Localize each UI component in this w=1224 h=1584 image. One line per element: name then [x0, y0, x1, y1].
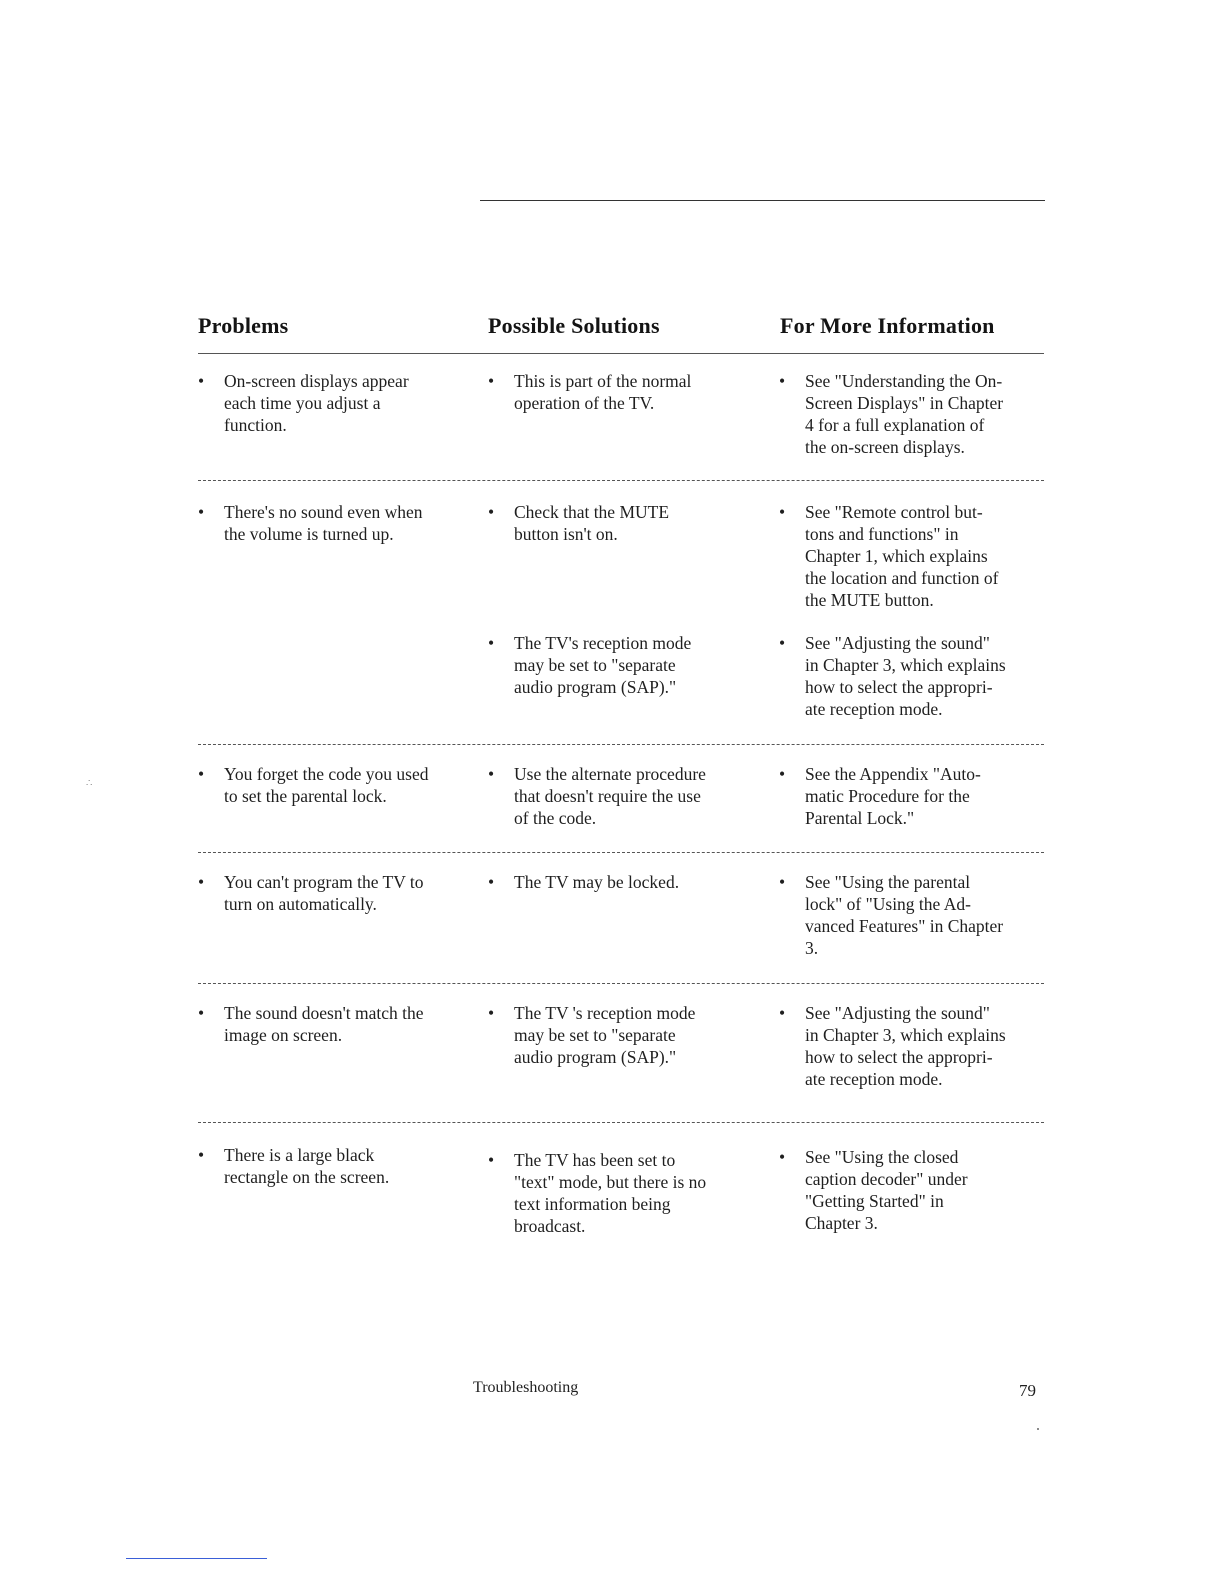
bullet: • [488, 502, 495, 522]
bullet: • [488, 633, 495, 653]
header-problems: Problems [198, 313, 289, 338]
bullet: • [488, 371, 495, 391]
problem-cell [198, 501, 448, 545]
info-text: See "Understanding the On- Screen Displays" in Chapter 4 for a full explanation of the on-screen displays. [805, 371, 1004, 457]
bullet: • [779, 371, 786, 391]
info-cell [779, 1002, 1029, 1090]
problem-text: There is a large black rectangle on the screen. [224, 1145, 390, 1187]
bullet: • [488, 872, 495, 892]
problem-text: There's no sound even when the volume is turned up. [224, 502, 423, 544]
bullet: • [198, 872, 205, 892]
info-text: See "Adjusting the sound" in Chapter 3, which explains how to select the appropri- ate reception mode. [805, 633, 1006, 719]
scan-speck [1037, 1428, 1039, 1430]
blue-underline [126, 1558, 267, 1559]
solution-cell [488, 1149, 738, 1237]
margin-mark: ∴ [86, 778, 93, 789]
bullet: • [198, 764, 205, 784]
header-possible-solutions: Possible Solutions [488, 313, 660, 338]
header-for-more-information: For More Information [780, 313, 995, 338]
bullet: • [488, 1003, 495, 1023]
solution-text: The TV 's reception mode may be set to "separate audio program (SAP)." [514, 1003, 696, 1067]
bullet: • [488, 1150, 495, 1170]
bullet: • [779, 764, 786, 784]
info-cell [779, 871, 1029, 959]
info-text: See "Using the parental lock" of "Using the Ad- vanced Features" in Chapter 3. [805, 872, 1004, 958]
row-divider [198, 744, 1044, 745]
row-divider [198, 1122, 1044, 1123]
info-text: See "Adjusting the sound" in Chapter 3, which explains how to select the appropri- ate reception mode. [805, 1003, 1006, 1089]
bullet: • [779, 1147, 786, 1167]
bullet: • [779, 1003, 786, 1023]
solution-cell [488, 632, 738, 698]
bullet: • [779, 872, 786, 892]
info-cell [779, 370, 1029, 458]
solution-text: The TV has been set to "text" mode, but there is no text information being broadcast. [514, 1150, 707, 1236]
problem-text: The sound doesn't match the image on screen. [224, 1003, 424, 1045]
info-text: See "Remote control but- tons and functions" in Chapter 1, which explains the location and function of the MUTE button. [805, 502, 999, 610]
info-cell [779, 632, 1029, 720]
problem-text: On-screen displays appear each time you adjust a function. [224, 371, 409, 435]
row-divider [198, 852, 1044, 853]
solution-cell [488, 1002, 738, 1068]
bullet: • [779, 502, 786, 522]
bullet: • [198, 371, 205, 391]
info-text: See "Using the closed caption decoder" under "Getting Started" in Chapter 3. [805, 1147, 968, 1233]
solution-text: The TV's reception mode may be set to "separate audio program (SAP)." [514, 633, 692, 697]
problem-cell [198, 370, 448, 436]
problem-cell [198, 1002, 448, 1046]
solution-cell [488, 871, 738, 893]
info-cell [779, 763, 1029, 829]
info-cell [779, 501, 1029, 611]
solution-text: Use the alternate procedure that doesn't require the use of the code. [514, 764, 706, 828]
bullet: • [488, 764, 495, 784]
bullet: • [198, 1003, 205, 1023]
info-text: See the Appendix "Auto- matic Procedure for the Parental Lock." [805, 764, 981, 828]
bullet: • [198, 502, 205, 522]
row-divider [198, 480, 1044, 481]
header-divider [198, 353, 1044, 354]
problem-cell [198, 763, 448, 807]
solution-cell [488, 763, 738, 829]
row-divider [198, 983, 1044, 984]
top-rule [480, 200, 1045, 201]
footer-section-title: Troubleshooting [473, 1379, 579, 1396]
bullet: • [779, 633, 786, 653]
problem-text: You can't program the TV to turn on automatically. [224, 872, 424, 914]
solution-cell [488, 370, 738, 414]
bullet: • [198, 1145, 205, 1165]
solution-text: The TV may be locked. [514, 872, 680, 892]
solution-text: This is part of the normal operation of the TV. [514, 371, 692, 413]
info-cell [779, 1146, 1029, 1234]
problem-cell [198, 871, 448, 915]
problem-cell [198, 1144, 448, 1188]
solution-text: Check that the MUTE button isn't on. [514, 502, 670, 544]
page-number: 79 [1019, 1381, 1036, 1400]
solution-cell [488, 501, 738, 545]
problem-text: You forget the code you used to set the parental lock. [224, 764, 429, 806]
